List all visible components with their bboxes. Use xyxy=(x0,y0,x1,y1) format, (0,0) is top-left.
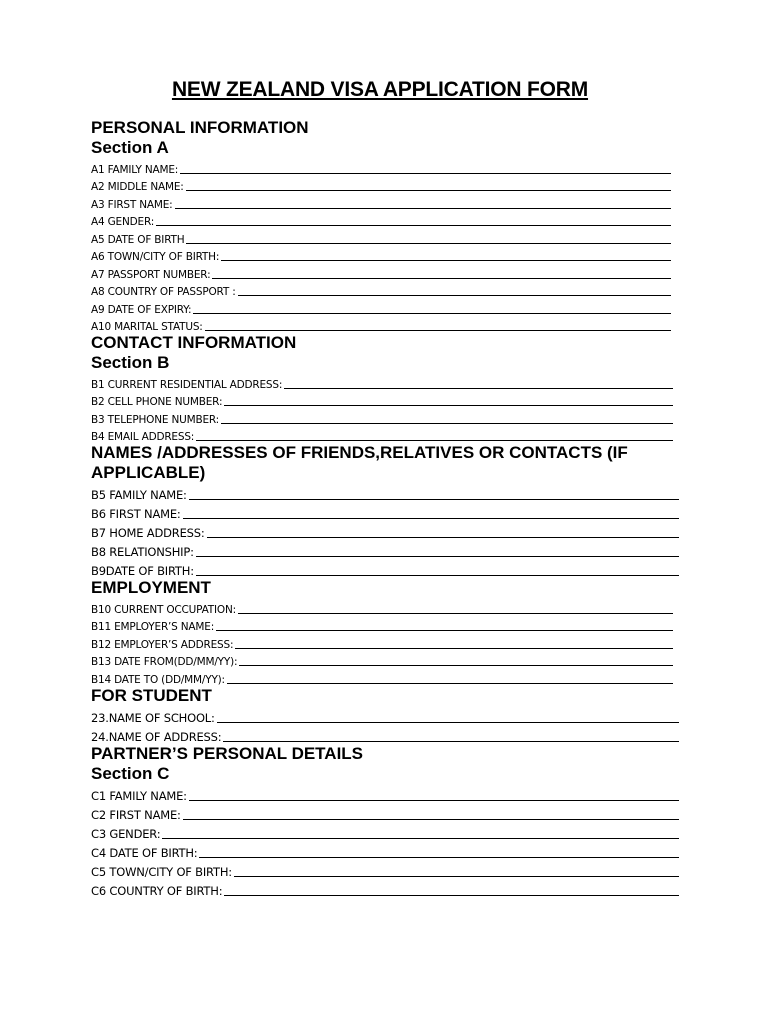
fill-line[interactable] xyxy=(224,895,679,896)
field-label: B7 HOME ADDRESS: xyxy=(91,526,205,540)
fill-line[interactable] xyxy=(227,683,673,684)
field-row-b1[interactable] xyxy=(91,373,673,391)
field-row-b2[interactable] xyxy=(91,391,673,409)
field-label: A9 DATE OF EXPIRY: xyxy=(91,303,192,316)
fill-line[interactable] xyxy=(217,722,679,723)
fill-line[interactable] xyxy=(224,405,673,406)
field-label: B14 DATE TO (DD/MM/YY): xyxy=(91,673,225,686)
field-label: B5 FAMILY NAME: xyxy=(91,488,187,502)
fill-line[interactable] xyxy=(205,330,671,331)
field-label: A6 TOWN/CITY OF BIRTH: xyxy=(91,251,220,263)
field-label: A1 FAMILY NAME: xyxy=(91,163,179,176)
field-row-b13[interactable] xyxy=(91,651,673,669)
field-row-a10[interactable] xyxy=(91,316,671,334)
field-label: B6 FIRST NAME: xyxy=(91,507,181,521)
fill-line[interactable] xyxy=(238,295,671,296)
field-label: C1 FAMILY NAME: xyxy=(91,788,187,803)
fill-line[interactable] xyxy=(221,260,671,261)
contact-information-section xyxy=(91,333,681,443)
fill-line[interactable] xyxy=(196,440,673,441)
fill-line[interactable] xyxy=(207,537,679,538)
field-row-a6[interactable] xyxy=(91,246,671,264)
fill-line[interactable] xyxy=(186,243,671,244)
fill-line[interactable] xyxy=(183,819,679,820)
field-row-a7[interactable] xyxy=(91,263,671,281)
field-label: A5 DATE OF BIRTH xyxy=(91,233,185,246)
field-row-b6[interactable] xyxy=(91,502,679,521)
field-row-a3[interactable] xyxy=(91,193,671,211)
field-label: A10 MARITAL STATUS: xyxy=(91,321,203,333)
field-label: C4 DATE OF BIRTH: xyxy=(91,845,198,860)
field-label: B10 CURRENT OCCUPATION: xyxy=(91,603,236,616)
field-label: B12 EMPLOYER’S ADDRESS: xyxy=(91,638,234,651)
field-row-24[interactable] xyxy=(91,725,679,744)
employment-heading: EMPLOYMENT xyxy=(91,578,211,597)
fill-line[interactable] xyxy=(189,800,679,801)
fill-line[interactable] xyxy=(175,208,671,209)
field-label: 24.NAME OF ADDRESS: xyxy=(91,729,222,744)
field-label: B9DATE OF BIRTH: xyxy=(91,564,194,578)
field-label: B3 TELEPHONE NUMBER: xyxy=(91,413,220,426)
field-row-c6[interactable] xyxy=(91,879,679,898)
field-row-b10[interactable] xyxy=(91,598,673,616)
field-label: C5 TOWN/CITY OF BIRTH: xyxy=(91,864,232,879)
field-row-c4[interactable] xyxy=(91,841,679,860)
section-a-label: Section A xyxy=(91,138,169,157)
visa-form-page xyxy=(91,78,681,898)
personal-information-heading: PERSONAL INFORMATION xyxy=(91,118,309,137)
fill-line[interactable] xyxy=(196,556,679,557)
field-label: B1 CURRENT RESIDENTIAL ADDRESS: xyxy=(91,378,283,391)
field-row-b11[interactable] xyxy=(91,616,673,634)
field-row-c3[interactable] xyxy=(91,822,679,841)
form-title: NEW ZEALAND VISA APPLICATION FORM xyxy=(171,78,589,101)
student-section xyxy=(91,686,681,744)
personal-information-section xyxy=(91,118,681,333)
field-label: B8 RELATIONSHIP: xyxy=(91,545,194,559)
fill-line[interactable] xyxy=(239,665,673,666)
field-row-b8[interactable] xyxy=(91,540,679,559)
field-row-b3[interactable] xyxy=(91,408,673,426)
fill-line[interactable] xyxy=(234,876,679,877)
field-row-a4[interactable] xyxy=(91,211,671,229)
field-row-c5[interactable] xyxy=(91,860,679,879)
friends-relatives-heading: NAMES /ADDRESSES OF FRIENDS,RELATIVES OR CONTACTS (IF APPLICABLE) xyxy=(91,443,628,482)
field-label: A3 FIRST NAME: xyxy=(91,198,173,211)
contact-information-heading: CONTACT INFORMATION xyxy=(91,333,297,352)
fill-line[interactable] xyxy=(212,278,671,279)
fill-line[interactable] xyxy=(284,388,673,389)
fill-line[interactable] xyxy=(180,173,671,174)
field-label: B2 CELL PHONE NUMBER: xyxy=(91,396,223,408)
field-label: C2 FIRST NAME: xyxy=(91,807,181,822)
field-label: C3 GENDER: xyxy=(91,826,161,841)
fill-line[interactable] xyxy=(223,741,679,742)
field-row-b14[interactable] xyxy=(91,668,673,686)
field-label: B13 DATE FROM(DD/MM/YY): xyxy=(91,656,238,668)
field-label: B11 EMPLOYER’S NAME: xyxy=(91,621,215,633)
field-row-a2[interactable] xyxy=(91,176,671,194)
field-row-a1[interactable] xyxy=(91,158,671,176)
fill-line[interactable] xyxy=(193,313,671,314)
fill-line[interactable] xyxy=(199,857,679,858)
field-row-a8[interactable] xyxy=(91,281,671,299)
field-label: C6 COUNTRY OF BIRTH: xyxy=(91,883,223,898)
field-row-b12[interactable] xyxy=(91,633,673,651)
field-row-c2[interactable] xyxy=(91,803,679,822)
field-label: A8 COUNTRY OF PASSPORT : xyxy=(91,286,236,298)
field-row-b4[interactable] xyxy=(91,426,673,444)
field-label: B4 EMAIL ADDRESS: xyxy=(91,431,195,443)
field-label: A7 PASSPORT NUMBER: xyxy=(91,268,211,281)
section-b-label: Section B xyxy=(91,353,170,372)
student-heading: FOR STUDENT xyxy=(91,685,212,705)
field-label: A4 GENDER: xyxy=(91,216,155,228)
field-label: 23.NAME OF SCHOOL: xyxy=(91,710,215,725)
fill-line[interactable] xyxy=(183,518,679,519)
field-row-b5[interactable] xyxy=(91,483,679,502)
fill-line[interactable] xyxy=(216,630,673,631)
field-row-c1[interactable] xyxy=(91,784,679,803)
fill-line[interactable] xyxy=(238,613,673,614)
field-row-a9[interactable] xyxy=(91,298,671,316)
field-row-b7[interactable] xyxy=(91,521,679,540)
fill-line[interactable] xyxy=(189,499,679,500)
field-label: A2 MIDDLE NAME: xyxy=(91,181,184,193)
friends-relatives-section xyxy=(91,443,681,578)
partner-details-section xyxy=(91,744,681,898)
fill-line[interactable] xyxy=(156,225,671,226)
field-row-23[interactable] xyxy=(91,706,679,725)
field-row-b9[interactable] xyxy=(91,559,679,578)
fill-line[interactable] xyxy=(162,838,679,839)
field-row-a5[interactable] xyxy=(91,228,671,246)
fill-line[interactable] xyxy=(186,190,671,191)
employment-section xyxy=(91,578,681,686)
fill-line[interactable] xyxy=(235,648,673,649)
fill-line[interactable] xyxy=(221,423,673,424)
section-c-label: Section C xyxy=(91,763,170,783)
partner-details-heading: PARTNER’S PERSONAL DETAILS xyxy=(91,743,364,763)
fill-line[interactable] xyxy=(196,575,679,576)
